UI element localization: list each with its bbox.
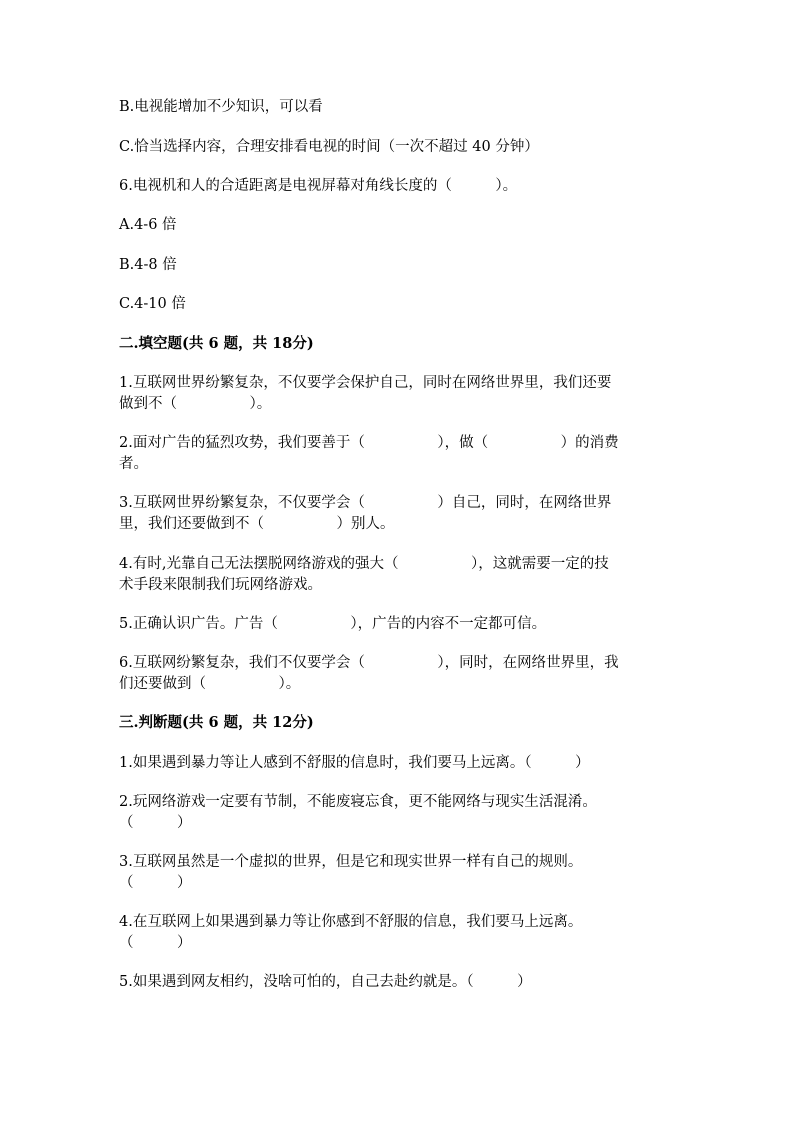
fill-question-5: 5.正确认识广告。广告（ ），广告的内容不一定都可信。 <box>119 616 547 632</box>
section-heading-fill-blank: 二.填空题(共 6 题，共 18分) <box>119 335 314 352</box>
tf-question-1: 1.如果遇到暴力等让人感到不舒服的信息时，我们要马上远离。（ ） <box>119 755 590 771</box>
fill-question-4-line-2: 术手段来限制我们玩网络游戏。 <box>119 577 322 593</box>
fill-question-1-line-2: 做到不（ ）。 <box>119 396 272 412</box>
tf-question-2-line-2: （ ） <box>119 815 192 831</box>
tf-question-4-line-1: 4.在互联网上如果遇到暴力等让你感到不舒服的信息，我们要马上远离。 <box>119 914 583 930</box>
q6-option-c: C.4-10 倍 <box>119 296 186 312</box>
section-heading-true-false: 三.判断题(共 6 题，共 12分) <box>119 714 314 731</box>
fill-question-1-line-1: 1.互联网世界纷繁复杂，不仅要学会保护自己，同时在网络世界里，我们还要 <box>119 375 612 391</box>
q6-option-b: B.4-8 倍 <box>119 257 177 273</box>
tf-question-3-line-2: （ ） <box>119 875 192 891</box>
fill-question-4-line-1: 4.有时,光靠自己无法摆脱网络游戏的强大（ ），这就需要一定的技 <box>119 556 609 572</box>
fill-question-6-line-1: 6.互联网纷繁复杂，我们不仅要学会（ ），同时，在网络世界里，我 <box>119 655 619 671</box>
fill-question-3-line-1: 3.互联网世界纷繁复杂，不仅要学会（ ）自己，同时，在网络世界 <box>119 495 612 511</box>
option-b: B.电视能增加不少知识，可以看 <box>119 99 323 115</box>
tf-question-2-line-1: 2.玩网络游戏一定要有节制，不能废寝忘食，更不能网络与现实生活混淆。 <box>119 794 597 810</box>
exam-page <box>119 0 679 1123</box>
tf-question-4-line-2: （ ） <box>119 935 192 951</box>
fill-question-2-line-1: 2.面对广告的猛烈攻势，我们要善于（ ），做（ ）的消费 <box>119 435 619 451</box>
question-6: 6.电视机和人的合适距离是电视屏幕对角线长度的（ ）。 <box>119 178 518 194</box>
fill-question-6-line-2: 们还要做到（ ）。 <box>119 676 301 692</box>
option-c: C.恰当选择内容，合理安排看电视的时间（一次不超过 40 分钟） <box>119 139 539 155</box>
tf-question-3-line-1: 3.互联网虽然是一个虚拟的世界，但是它和现实世界一样有自己的规则。 <box>119 854 583 870</box>
q6-option-a: A.4-6 倍 <box>119 217 177 233</box>
fill-question-3-line-2: 里，我们还要做到不（ ）别人。 <box>119 516 395 532</box>
tf-question-5: 5.如果遇到网友相约，没啥可怕的，自己去赴约就是。（ ） <box>119 974 532 990</box>
fill-question-2-line-2: 者。 <box>119 456 148 472</box>
